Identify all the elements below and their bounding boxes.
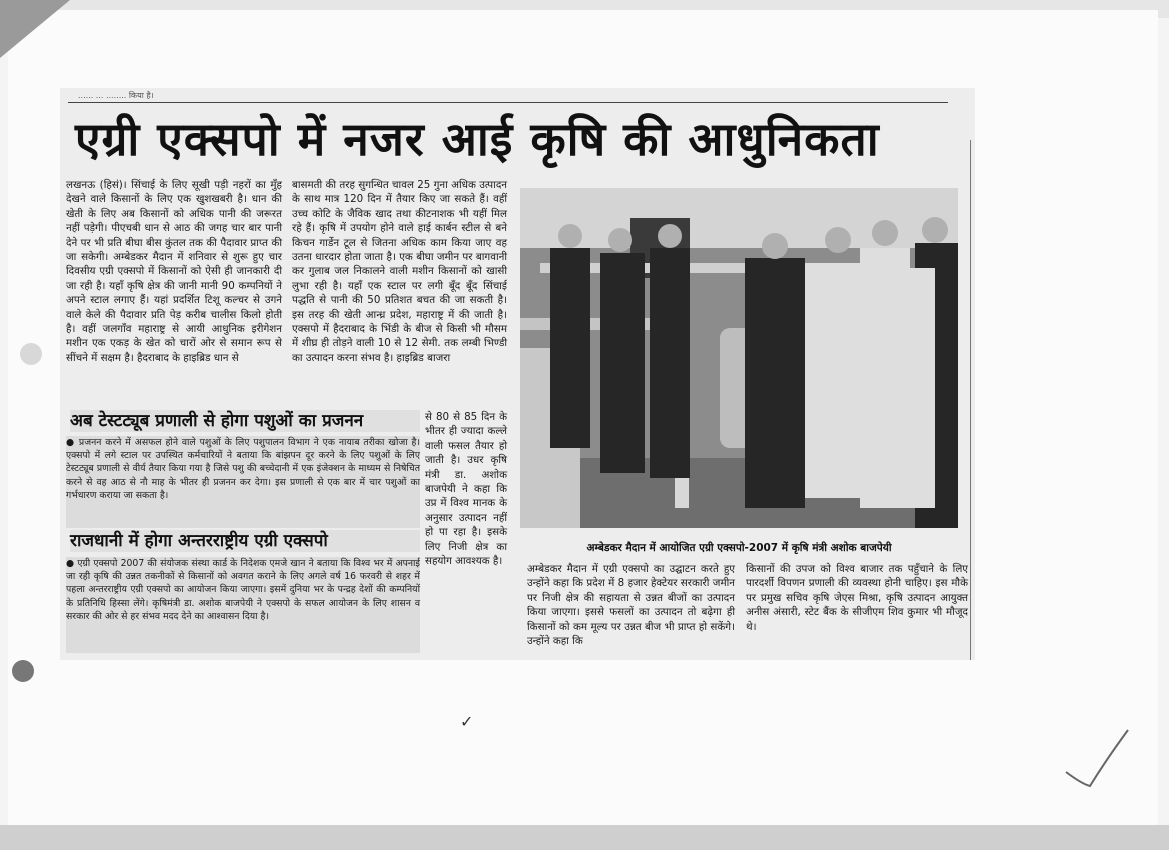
box-testtube — [66, 436, 420, 528]
article-column-5 — [746, 562, 968, 657]
punch-hole-bottom — [12, 660, 34, 682]
box-testtube-text: ● प्रजनन करने में असफल होने वाले पशुओं के लिए पशुपालन विभाग ने एक नायाब तरीका खोजा है। एक्सपो में लगे स्टाल पर उपस्थित कर्मचारियों ने बताया कि बांझपन दूर करने के लिए पशुओं के लिए टेस्टट्यूब प्रणाली से वीर्य तैयार किया गया है जिसे पशु की बच्चेदानी में एक इंजेक्शन के माध्यम से निषेचित करने से वह आठ से नौ माह के भीतर ही प्रजनन कर देगा। इस प्रणाली से एक बार में चार पशुओं का गर्भधारण कराया जा सकता है। — [66, 437, 420, 501]
column-1-text: लखनऊ (हिसं)। सिंचाई के लिए सूखी पड़ी नहरों का मुँह देखने वाले किसानों के लिए एक खुशखबरी है। धान की खेती के लिए अब किसानों को अधिक पानी की जरूरत नहीं पड़ेगी। पीएचबी धान से आठ की जगह चार बार पानी देने पर भी प्रति बीघा बीस कुंतल तक की पैदावार प्राप्त की जा सकेगी। अम्बेडकर मैदान में शनिवार से शुरू हुए चार दिवसीय एग्री एक्सपो में किसानों को ऐसी ही जानकारी दी जा रही है। यहाँ कृषि क्षेत्र की जानी मानी 90 कम्पनियों ने अपने स्टाल लगाए हैं। यहां प्रदर्शित टिशू कल्चर से उगने वाले केले की पैदावार प्रति पेड़ करीब चालीस किलो होती है। वहीं जलगाँव महाराष्ट्र से आयी आधुनिक इरीगेशन मशीन एक एकड़ के खेत को चारों ओर से समान रूप से सींचने में सक्षम है। हैदराबाद के हाइब्रिड धान से — [66, 179, 282, 364]
news-photo-figure — [520, 188, 958, 528]
pen-mark — [1062, 722, 1132, 792]
subheading-expo: राजधानी में होगा अन्तरराष्ट्रीय एग्री एक्सपो — [70, 530, 420, 552]
column-5-text: किसानों की उपज को विश्व बाजार तक पहुँचाने के लिए पारदर्शी विपणन प्रणाली की व्यवस्था होनी चाहिए। इस मौके पर प्रमुख सचिव कृषि जेएस मिश्रा, कृषि उत्पादन आयुक्त अनीस अंसारी, स्टेट बैंक के सीजीएम शिव कुमार भी मौजूद थे। — [746, 563, 968, 633]
top-strip — [68, 90, 948, 103]
top-strip-text: ...... ... ........ किया है। — [78, 91, 154, 100]
column-3-text: से 80 से 85 दिन के भीतर ही ज्यादा कल्ले वाली फसल तैयार हो जाती है। उधर कृषि मंत्री डा. अशोक बाजपेयी ने कहा कि उप्र में विश्व मानक के अनुसार उत्पादन नहीं हो पा रहा है। इसके लिए निजी क्षेत्र का सहयोग आवश्यक है। — [425, 411, 507, 568]
corner-fold — [0, 0, 70, 58]
article-column-3 — [425, 410, 507, 655]
article-column-2 — [292, 178, 507, 408]
headline: एग्री एक्सपो में नजर आई कृषि की आधुनिकता — [75, 112, 880, 166]
subheading-testtube: अब टेस्टट्यूब प्रणाली से होगा पशुओं का प्रजनन — [70, 410, 420, 432]
box-expo-text: ● एग्री एक्सपो 2007 की संयोजक संस्था कार्ड के निदेशक एमजे खान ने बताया कि विश्व भर में अपनाई जा रही कृषि की उन्नत तकनीकों से किसानों को अवगत कराने के लिए अगले वर्ष 16 फरवरी से शहर में पहला अन्तरराष्ट्रीय एग्री एक्सपो का आयोजन किया जाएगा। इसमें दुनिया भर के पन्द्रह देशों की कम्पनियों के प्रतिनिधि हिस्सा लेंगे। कृषिमंत्री डा. अशोक बाजपेयी ने एक्सपो के सफल आयोजन के लिए शासन व सरकार की ओर से हर संभव मदद देने का आश्वासन दिया है। — [66, 558, 420, 622]
article-column-1 — [66, 178, 282, 406]
news-photo — [520, 188, 958, 528]
column-4-text: अम्बेडकर मैदान में एग्री एक्सपो का उद्घाटन करते हुए उन्होंने कहा कि प्रदेश में 8 हजार हेक्टेयर सरकारी जमीन पर निजी क्षेत्र की सहायता से उन्नत बीजों का उत्पादन किया जाएगा। इससे फसलों का उत्पादन तो बढ़ेगा ही किसानों को कम मूल्य पर उन्नत बीज भी प्राप्त हो सकेंगे। उन्होंने कहा कि — [527, 563, 735, 648]
scan-bottom-band — [0, 825, 1169, 850]
column-2-text: बासमती की तरह सुगन्धित चावल 25 गुना अधिक उत्पादन के साथ मात्र 120 दिन में तैयार किए जा सकते हैं। वहीं उच्च कोटि के जैविक खाद तथा कीटनाशक भी यहीं मिल रहे हैं। कृषि में उपयोग होने वाले हाई कार्बन स्टील से बने किचन गार्डेन टूल से जितना अधिक काम किया जाए वह उतना धारदार होता जाता है। एक बीघा जमीन पर बागवानी कर गुलाब जल निकालने वाली मशीन किसानों को खासी लुभा रही है। यहाँ एक स्टाल पर लगी बूँद बूँद सिंचाई पद्धति से पानी की 50 प्रतिशत बचत की जा सकती है। इस तरह की खेती आन्ध्र प्रदेश, महाराष्ट्र में की जाती है। एक्सपो में हैदराबाद के भिंडी के बीज से किसी भी मौसम में शीघ्र ही तोड़ने वाली 10 से 12 सेमी. तक लम्बी भिण्डी का उत्पादन करना संभव है। हाइब्रिड बाजरा — [292, 179, 507, 364]
article-column-4 — [527, 562, 735, 657]
tick-mark: ✓ — [460, 712, 474, 731]
punch-hole-top — [20, 343, 42, 365]
column-rule — [970, 140, 971, 660]
photo-caption: अम्बेडकर मैदान में आयोजित एग्री एक्सपो-2007 में कृषि मंत्री अशोक बाजपेयी — [586, 542, 892, 554]
box-expo — [66, 557, 420, 653]
